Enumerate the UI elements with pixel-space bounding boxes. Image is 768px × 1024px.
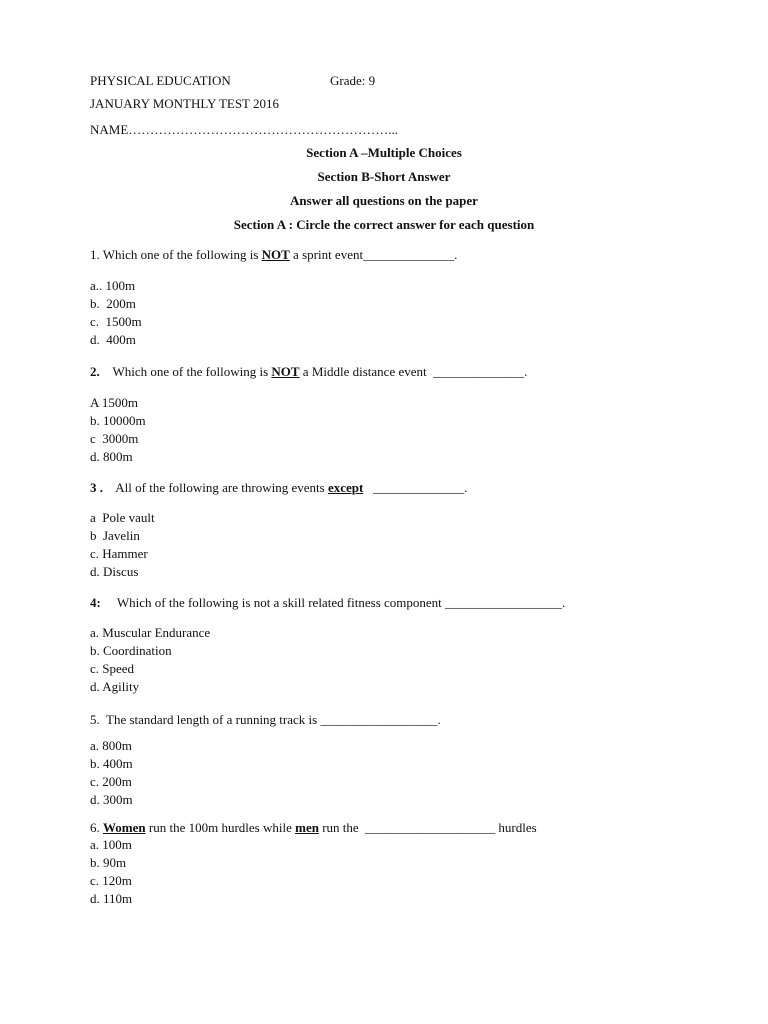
question-emphasis: men [295, 820, 319, 835]
name-dotted-line: ……………………………………………………... [128, 122, 399, 137]
question-6 [90, 820, 537, 836]
option-2c: c 3000m [90, 431, 139, 446]
question-number: 4: [90, 595, 101, 610]
option-5d: d. 300m [90, 792, 133, 807]
question-text: a sprint event______________. [289, 247, 458, 262]
option-2b: b. 10000m [90, 413, 146, 428]
option-3d: d. Discus [90, 564, 139, 579]
question-text: 6. [90, 820, 103, 835]
question-text: All of the following are throwing events [103, 480, 328, 495]
question-3 [90, 480, 467, 496]
option-5c: c. 200m [90, 774, 132, 789]
instruction-circle-answer: Section A : Circle the correct answer for each question [233, 217, 535, 232]
option-4b: b. Coordination [90, 643, 172, 658]
option-1b: b. 200m [90, 296, 136, 311]
option-1c: c. 1500m [90, 314, 142, 329]
question-1 [90, 247, 457, 263]
option-1d: d. 400m [90, 332, 136, 347]
option-6d: d. 110m [90, 891, 133, 906]
question-4 [90, 595, 565, 611]
question-text: a Middle distance event ______________. [299, 364, 528, 379]
question-emphasis: except [327, 480, 364, 495]
question-number: 2. [90, 364, 100, 379]
option-6a: a. 100m [90, 837, 132, 852]
option-6c: c. 120m [90, 873, 132, 888]
option-4c: c. Speed [90, 661, 135, 676]
question-text: Which of the following is not a skill related fitness component __________________. [100, 595, 566, 610]
question-2 [90, 364, 527, 380]
option-2d: d. 800m [90, 449, 133, 464]
name-field [90, 122, 398, 138]
grade-label: Grade: 9 [330, 73, 376, 88]
option-3a: a Pole vault [90, 510, 155, 525]
option-3c: c. Hammer [90, 546, 148, 561]
instruction-section-a: Section A –Multiple Choices [306, 145, 462, 160]
option-1a: a.. 100m [90, 278, 136, 293]
question-text: 1. Which one of the following is [90, 247, 262, 262]
question-text: run the ____________________ hurdles [318, 820, 537, 835]
question-text: Which one of the following is [99, 364, 272, 379]
question-text: ______________. [363, 480, 468, 495]
question-5: 5. The standard length of a running track is __________________. [90, 712, 441, 727]
option-4a: a. Muscular Endurance [90, 625, 211, 640]
option-6b: b. 90m [90, 855, 127, 870]
option-4d: d. Agility [90, 679, 140, 694]
question-emphasis: NOT [271, 364, 300, 379]
question-emphasis: NOT [261, 247, 290, 262]
test-title: JANUARY MONTHLY TEST 2016 [90, 96, 280, 111]
option-5a: a. 800m [90, 738, 132, 753]
name-label: NAME [90, 122, 129, 137]
subject-heading: PHYSICAL EDUCATION [90, 73, 231, 88]
option-5b: b. 400m [90, 756, 133, 771]
option-2a: A 1500m [90, 395, 139, 410]
question-number: 3 . [90, 480, 103, 495]
question-emphasis: Women [103, 820, 146, 835]
option-3b: b Javelin [90, 528, 140, 543]
instruction-section-b: Section B-Short Answer [317, 169, 451, 184]
question-text: run the 100m hurdles while [145, 820, 296, 835]
instruction-answer-all: Answer all questions on the paper [290, 193, 478, 208]
